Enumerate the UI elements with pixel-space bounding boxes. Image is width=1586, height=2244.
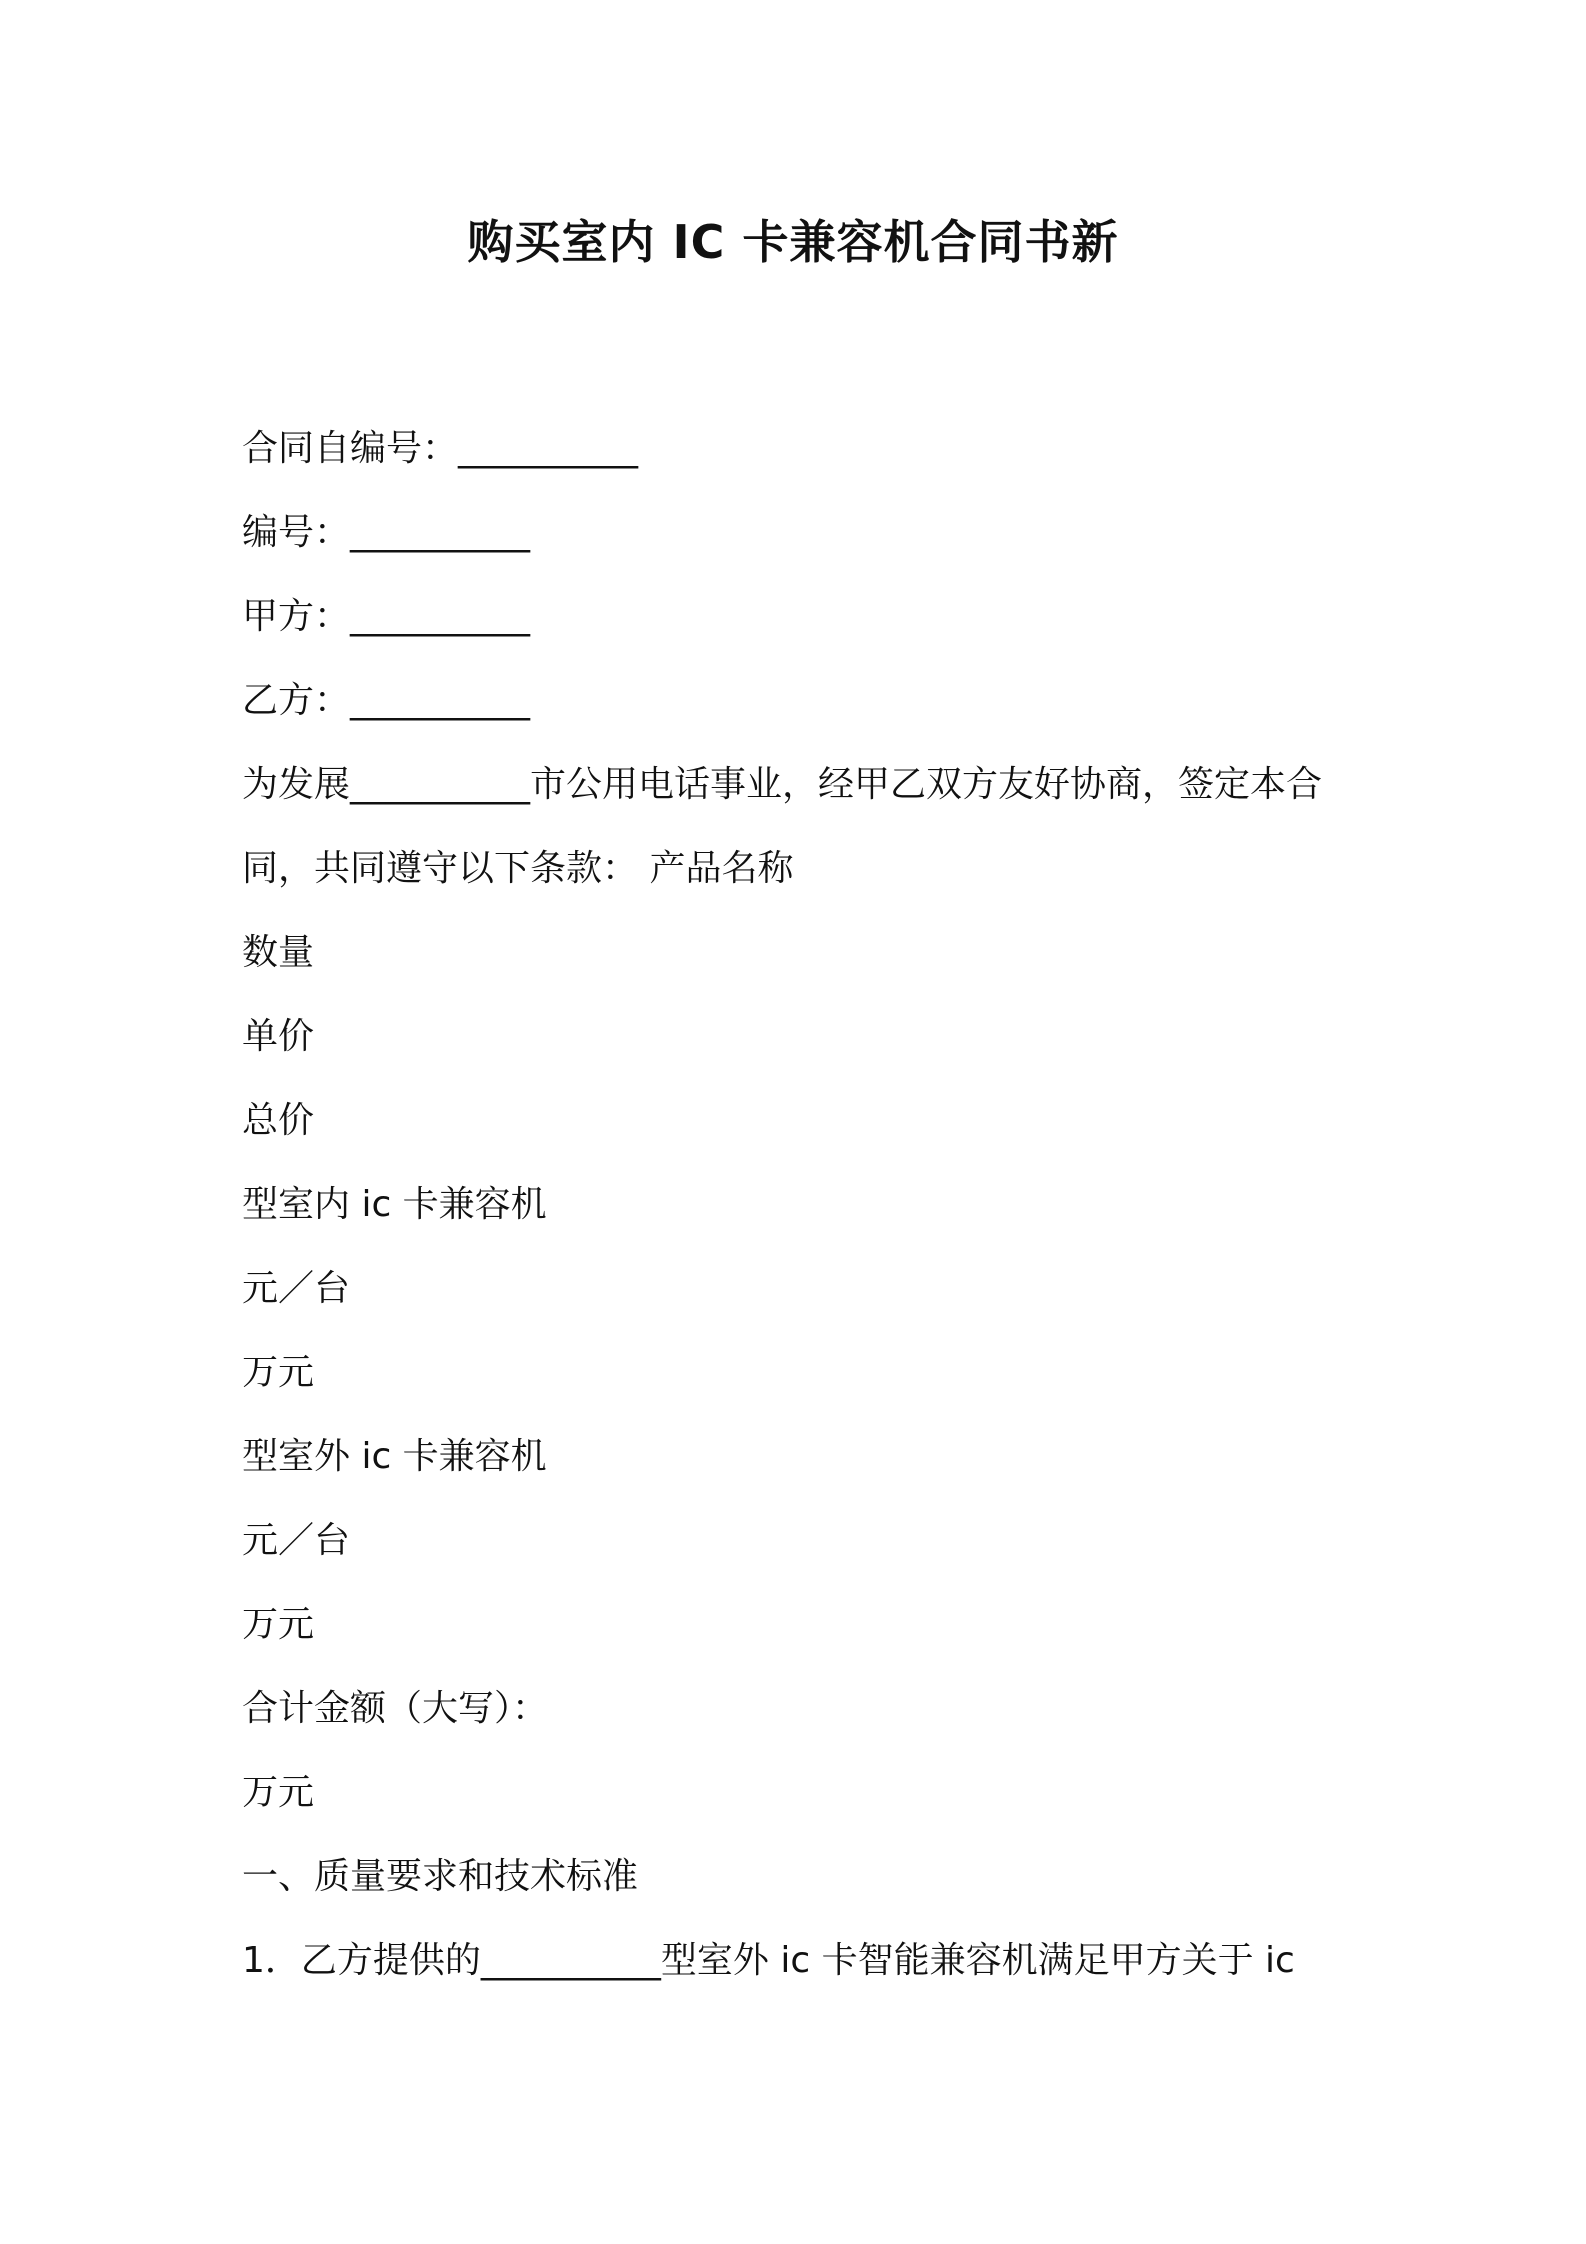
preamble-line-1: 为发展__________市公用电话事业，经甲乙双方友好协商，签定本合: [242, 764, 1323, 805]
product-indoor-name: 型室内 ic 卡兼容机: [242, 1184, 547, 1225]
total-amount-label: 合计金额（大写）：: [242, 1688, 549, 1729]
contract-self-number-line: 合同自编号：__________: [242, 428, 639, 469]
product-indoor-unit-price: 元／台: [242, 1268, 351, 1309]
table-header-total-price: 总价: [242, 1100, 315, 1141]
total-amount-unit: 万元: [242, 1772, 315, 1813]
document-title: 购买室内 IC 卡兼容机合同书新: [467, 215, 1119, 269]
product-indoor-total: 万元: [242, 1352, 315, 1393]
product-outdoor-unit-price: 元／台: [242, 1520, 351, 1561]
product-outdoor-name: 型室外 ic 卡兼容机: [242, 1436, 547, 1477]
table-header-unit-price: 单价: [242, 1016, 315, 1057]
party-a-line: 甲方：__________: [242, 596, 531, 637]
product-outdoor-total: 万元: [242, 1604, 315, 1645]
table-header-quantity: 数量: [242, 932, 315, 973]
clause-1-line: 1．乙方提供的__________型室外 ic 卡智能兼容机满足甲方关于 ic: [242, 1940, 1295, 1981]
contract-number-line: 编号：__________: [242, 512, 531, 553]
party-b-line: 乙方：__________: [242, 680, 531, 721]
preamble-line-2: 同，共同遵守以下条款： 产品名称: [242, 848, 794, 889]
document-body: [242, 407, 1362, 2003]
section-heading-quality: 一、质量要求和技术标准: [242, 1856, 639, 1897]
